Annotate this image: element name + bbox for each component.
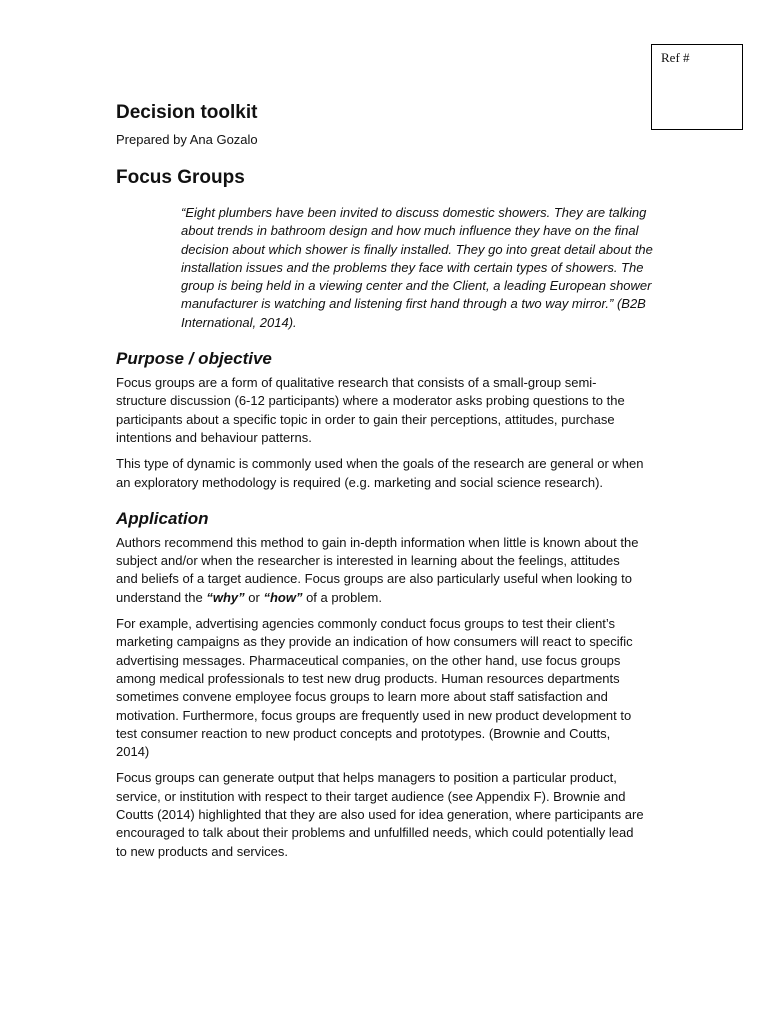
- document-title: Decision toolkit: [116, 102, 258, 123]
- reference-number-box: [651, 44, 743, 130]
- purpose-heading: Purpose / objective: [116, 349, 272, 369]
- application-paragraph-1: [116, 534, 644, 607]
- application-heading: Application: [116, 508, 209, 528]
- application-p1-end: of a problem.: [302, 589, 382, 605]
- purpose-paragraph-2: This type of dynamic is commonly used when the goals of the research are general or when an exploratory methodology is required (e.g. marketing and social science research).: [116, 456, 644, 490]
- purpose-paragraph-1: Focus groups are a form of qualitative research that consists of a small-group semi-structure discussion (6-12 participants) where a moderator asks probing questions to the participants about a specific topic in order to gain their perceptions, attitudes, purchase intentions and behaviour patterns.: [116, 375, 625, 445]
- application-paragraph-2: For example, advertising agencies commonly conduct focus groups to test their client’s marketing campaigns as they provide an indication of how consumers will react to specific advertising messages. Pharmaceutical companies, on the other hand, use focus groups among medical professionals to test new drug products. Human resources departments sometimes convene employee focus groups to learn more about staff satisfaction and motivation. Furthermore, focus groups are frequently used in new product development to test consumer reaction to new product concepts and prototypes. (Brownie and Coutts, 2014): [116, 616, 633, 760]
- document-content: [116, 100, 653, 869]
- ref-label: Ref #: [661, 50, 690, 65]
- section-title: Focus Groups: [116, 167, 245, 188]
- or-text: or: [244, 589, 264, 605]
- intro-quote: “Eight plumbers have been invited to discuss domestic showers. They are talking about trends in bathroom design and how much influence they have on the final decision about which shower is finally installed. They go into great detail about the installation issues and the problems they face with certain types of showers. The group is being held in a viewing center and the Client, a leading European shower manufacturer is watching and listening first hand through a two way mirror.” (B2B International, 2014).: [181, 205, 653, 330]
- how-emphasis: “how”: [263, 589, 303, 605]
- application-p1-text: Authors recommend this method to gain in-depth information when little is known about the subject and/or when the researcher is interested in learning about the feelings, attitudes and beliefs of a target audience. Focus groups are also particularly useful when looking to understand the: [116, 534, 639, 605]
- application-paragraph-3: Focus groups can generate output that helps managers to position a particular product, service, or institution with respect to their target audience (see Appendix F). Brownie and Coutts (2014) highlighted that they are also used for idea generation, where participants are encouraged to talk about their problems and unfulfilled needs, which could potentially lead to new products and services.: [116, 770, 644, 859]
- document-author: Prepared by Ana Gozalo: [116, 132, 258, 147]
- why-emphasis: “why”: [206, 589, 245, 605]
